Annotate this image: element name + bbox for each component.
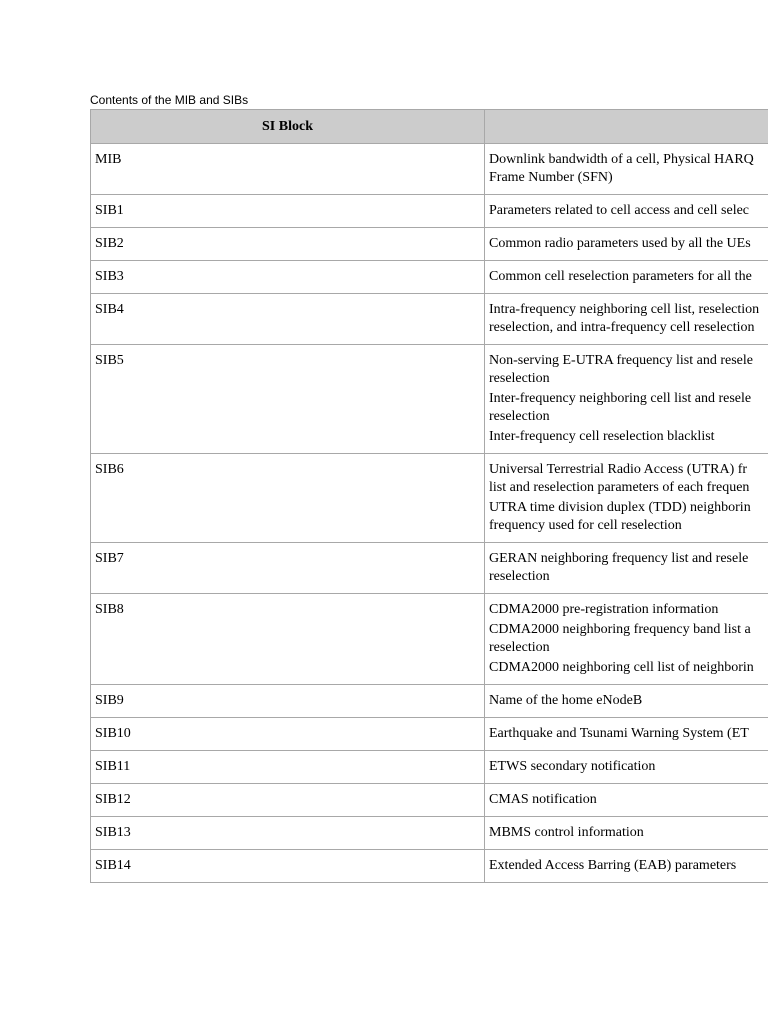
si-block-cell: SIB4 (91, 294, 485, 345)
si-block-cell: SIB6 (91, 454, 485, 543)
table-row (91, 294, 768, 345)
contents-line: Non-serving E-UTRA frequency list and resele (489, 353, 753, 368)
contents-line: Inter-frequency cell reselection blacklist (489, 429, 715, 444)
contents-paragraph (489, 857, 768, 875)
table-row (91, 784, 768, 817)
contents-cell (485, 261, 768, 294)
contents-paragraph (489, 791, 768, 809)
table-row (91, 144, 768, 195)
contents-line: Downlink bandwidth of a cell, Physical HARQ (489, 152, 754, 167)
contents-cell (485, 345, 768, 454)
header-contents (485, 110, 768, 144)
contents-cell (485, 543, 768, 594)
contents-cell (485, 850, 768, 883)
contents-paragraph (489, 758, 768, 776)
table-row (91, 718, 768, 751)
contents-paragraph (489, 550, 768, 586)
si-block-cell: SIB5 (91, 345, 485, 454)
contents-cell (485, 594, 768, 685)
contents-paragraph (489, 601, 768, 619)
si-block-cell: SIB12 (91, 784, 485, 817)
table-row (91, 850, 768, 883)
contents-line: CDMA2000 neighboring frequency band list a (489, 622, 751, 637)
contents-paragraph (489, 659, 768, 677)
table-header-row (91, 110, 768, 144)
contents-line: Extended Access Barring (EAB) parameters (489, 858, 737, 873)
contents-line: Universal Terrestrial Radio Access (UTRA) fr (489, 462, 748, 477)
contents-paragraph (489, 390, 768, 426)
table-row (91, 817, 768, 850)
header-si-block: SI Block (91, 110, 485, 144)
si-block-cell: SIB10 (91, 718, 485, 751)
table-row (91, 685, 768, 718)
contents-cell (485, 784, 768, 817)
contents-line: reselection, and intra-frequency cell reselection (489, 320, 755, 335)
contents-line: Intra-frequency neighboring cell list, reselection (489, 302, 760, 317)
table-row (91, 543, 768, 594)
si-block-cell: SIB2 (91, 228, 485, 261)
contents-line: reselection (489, 640, 550, 655)
contents-line: MBMS control information (489, 825, 644, 840)
table-row (91, 261, 768, 294)
contents-paragraph (489, 725, 768, 743)
table-body (91, 144, 768, 883)
si-block-cell: SIB14 (91, 850, 485, 883)
contents-line: reselection (489, 371, 550, 386)
contents-line: CMAS notification (489, 792, 597, 807)
contents-paragraph (489, 824, 768, 842)
contents-paragraph (489, 352, 768, 388)
table-row (91, 195, 768, 228)
contents-line: Name of the home eNodeB (489, 693, 643, 708)
contents-line: ETWS secondary notification (489, 759, 656, 774)
table-row (91, 751, 768, 784)
contents-paragraph (489, 692, 768, 710)
si-block-cell: SIB7 (91, 543, 485, 594)
contents-line: Parameters related to cell access and cell selec (489, 203, 750, 218)
contents-line: Common radio parameters used by all the UEs (489, 236, 751, 251)
si-table (90, 109, 768, 883)
si-block-cell: SIB8 (91, 594, 485, 685)
contents-line: Inter-frequency neighboring cell list and resele (489, 391, 752, 406)
contents-cell (485, 685, 768, 718)
contents-cell (485, 718, 768, 751)
contents-cell (485, 817, 768, 850)
table-row (91, 454, 768, 543)
contents-paragraph (489, 301, 768, 337)
contents-line: UTRA time division duplex (TDD) neighborin (489, 500, 751, 515)
contents-paragraph (489, 428, 768, 446)
si-block-cell: SIB9 (91, 685, 485, 718)
si-block-cell: MIB (91, 144, 485, 195)
si-block-cell: SIB1 (91, 195, 485, 228)
contents-cell (485, 751, 768, 784)
contents-paragraph (489, 621, 768, 657)
table-row (91, 594, 768, 685)
contents-paragraph (489, 461, 768, 497)
contents-line: CDMA2000 pre-registration information (489, 602, 719, 617)
contents-cell (485, 294, 768, 345)
si-table-container (90, 109, 768, 883)
contents-paragraph (489, 268, 768, 286)
contents-paragraph (489, 235, 768, 253)
contents-paragraph (489, 202, 768, 220)
contents-line: GERAN neighboring frequency list and resele (489, 551, 749, 566)
table-caption: Contents of the MIB and SIBs (90, 93, 249, 107)
contents-paragraph (489, 151, 768, 187)
contents-line: reselection (489, 569, 550, 584)
contents-paragraph (489, 499, 768, 535)
contents-cell (485, 195, 768, 228)
contents-line: Common cell reselection parameters for all the (489, 269, 752, 284)
table-row (91, 345, 768, 454)
contents-line: Earthquake and Tsunami Warning System (ET (489, 726, 749, 741)
contents-line: frequency used for cell reselection (489, 518, 682, 533)
table-row (91, 228, 768, 261)
contents-line: Frame Number (SFN) (489, 170, 613, 185)
contents-cell (485, 228, 768, 261)
contents-line: CDMA2000 neighboring cell list of neighborin (489, 660, 754, 675)
contents-line: list and reselection parameters of each frequen (489, 480, 750, 495)
contents-line: reselection (489, 409, 550, 424)
contents-cell (485, 144, 768, 195)
si-block-cell: SIB3 (91, 261, 485, 294)
si-block-cell: SIB11 (91, 751, 485, 784)
contents-cell (485, 454, 768, 543)
si-block-cell: SIB13 (91, 817, 485, 850)
